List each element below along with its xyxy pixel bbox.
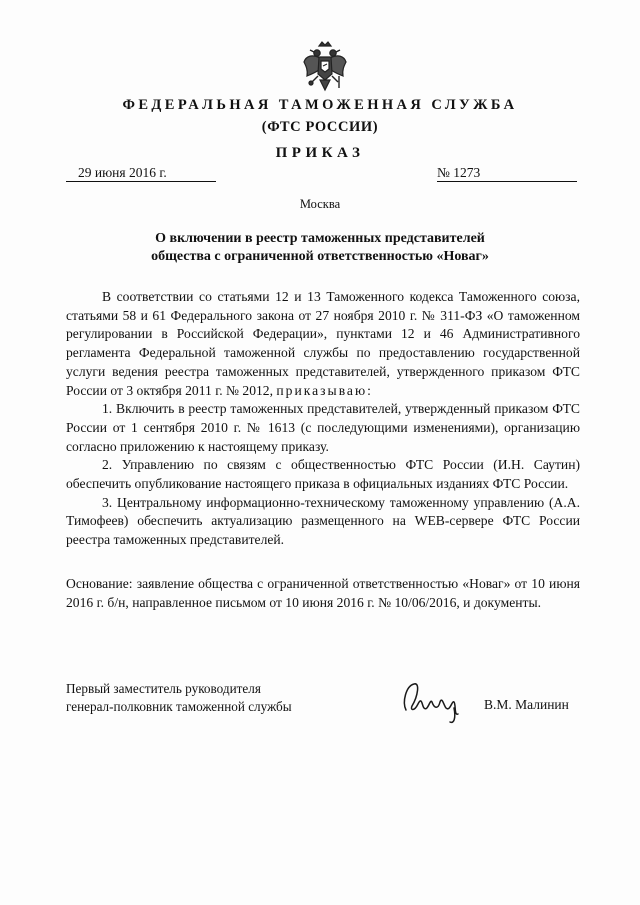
agency-short-title: (ФТС РОССИИ) [261, 119, 379, 135]
intro-text: В соответствии со статьями 12 и 13 Таможенного кодекса Таможенного союза, статьями 58 и 61 Федерального закона от 27 ноября 2010 г. № 311-ФЗ «О таможенном регулировании в Российской Федерации», пунктами 12 и 46 Административного регламента Федеральной таможенной службы по предоставлению государственной услуги ведения реестра таможенных представителей, утвержденного приказом ФТС России от 3 октября 2011 г. № 2012, [66, 289, 580, 398]
document-type: ПРИКАЗ [275, 145, 365, 161]
basis-text: Основание: заявление общества с ограниченной ответственностью «Новаг» от 10 июня 2016 г. б/н, направленное письмом от 10 июня 2016 г. № 10/06/2016, и документы. [66, 576, 580, 610]
document-body [66, 288, 580, 550]
order-item-2: 2. Управлению по связям с общественностью ФТС России (И.Н. Саутин) обеспечить опубликование настоящего приказа в официальных изданиях ФТС России. [66, 457, 580, 492]
number-value: 1273 [453, 165, 481, 180]
order-word: приказываю: [276, 382, 373, 398]
coat-of-arms-icon [302, 40, 348, 94]
signatory-title-line-1: Первый заместитель руководителя [66, 681, 261, 696]
signatory-title-line-2: генерал-полковник таможенной службы [66, 699, 292, 714]
order-item-3: 3. Центральному информационно-техническому таможенному управлению (А.А. Тимофеев) обеспечить актуализацию размещенного на WEB-сервере ФТС России реестра таможенных представителей. [66, 494, 580, 548]
agency-title: ФЕДЕРАЛЬНАЯ ТАМОЖЕННАЯ СЛУЖБА [122, 97, 518, 113]
document-subject [0, 230, 640, 266]
date-value: 29 июня 2016 г. [78, 165, 167, 180]
document-date [66, 165, 216, 182]
document-number [437, 165, 577, 182]
order-item-1: 1. Включить в реестр таможенных представителей, утвержденный приказом ФТС России от 1 сентября 2010 г. № 1613 (с последующими изменениями), организацию согласно приложению к настоящему приказу. [66, 401, 580, 454]
handwritten-signature [398, 672, 468, 726]
subject-line-2: общества с ограниченной ответственностью «Новаг» [151, 249, 489, 264]
signatory-name: В.М. Малинин [484, 697, 569, 712]
basis-paragraph [66, 575, 580, 612]
subject-line-1: О включении в реестр таможенных представителей [155, 231, 485, 246]
city: Москва [299, 197, 341, 211]
intro-paragraph [66, 288, 580, 400]
signatory-title [66, 680, 292, 716]
number-label: № [437, 165, 450, 180]
